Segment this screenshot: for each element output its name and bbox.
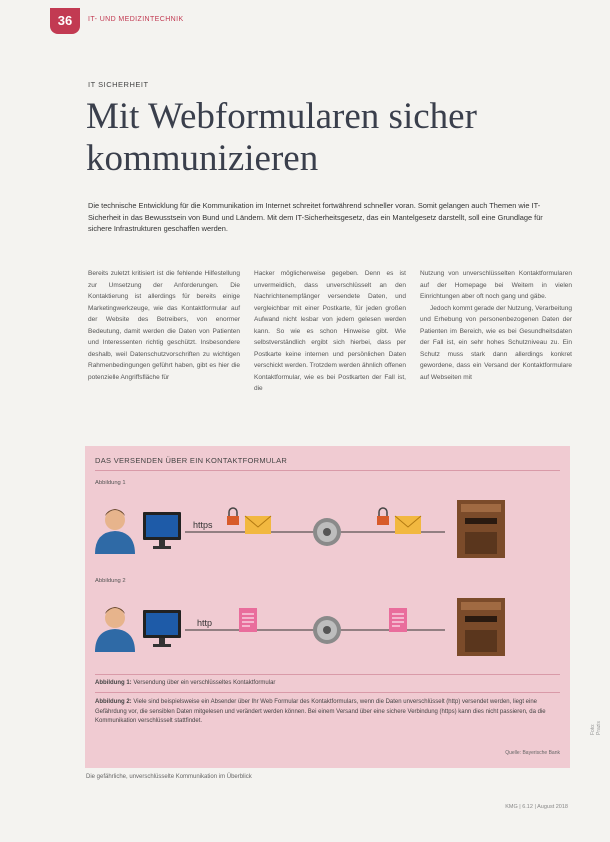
figure-2-label: Abbildung 2 — [95, 578, 126, 584]
document-icon — [239, 608, 257, 632]
body-text-2: Hacker möglicherweise gegeben. Denn es ist unvermeidlich, dass unverschlüsselt an den Nachrichtenempfänger versendete Daten, und vergleichbar mit einer Postkarte, für jeden großen Aufwand nicht lesbar von jedem gelesen werden kann. So wie es schon Hinweise gibt. Wie selbstverständlich ergibt sich hierbei, dass per Postkarte keine internen und persönlichen Daten verschickt werden. Trotzdem werden ähnlich offenen Kontaktformular, wie es bei Postkarten der Fall ist, die — [254, 270, 406, 392]
envelope-icon — [245, 516, 271, 534]
caption-1-label: Abbildung 1: — [95, 680, 132, 686]
server-gear-icon — [313, 616, 341, 644]
body-column-1 — [88, 268, 240, 418]
article-title: Mit Webformularen sicher kommunizieren — [86, 96, 477, 179]
figure-source: Quelle: Bayerische Bank — [505, 750, 560, 756]
body-text-3a: Nutzung von unverschlüsselten Kontaktformularen auf der Homepage bei Weitem in vielen Einrichtungen aber oft noch gang und gäbe. — [420, 270, 572, 300]
document-icon — [389, 608, 407, 632]
page-number-badge: 36 — [50, 8, 80, 34]
body-column-3 — [420, 268, 572, 418]
body-text-3b: Jedoch kommt gerade der Nutzung, Verarbeitung und Erhebung von personenbezogenen Daten der Patienten im Bereich, wie es bei Gesundheitsdaten der Fall ist, ein sehr hohes Schutzniveau zu. Ein Schutz muss stark dann allerdings konkret gewordene, dass ein Versand der Kontaktformulare auf Webseiten mit — [420, 304, 573, 381]
lock-icon — [227, 508, 239, 525]
figure-rule-lower — [95, 692, 560, 693]
caption-1-text: Versendung über ein verschlüsseltes Kontaktformular — [131, 680, 276, 686]
figure-caption-1 — [95, 680, 560, 686]
figure-box — [85, 446, 570, 768]
article-kicker: IT SICHERHEIT — [88, 80, 149, 89]
protocol-label-https: https — [193, 520, 213, 530]
figure-rule-middle — [95, 674, 560, 675]
figure-1-label: Abbildung 1 — [95, 480, 126, 486]
user-icon — [95, 607, 135, 652]
figure-2 — [85, 582, 570, 672]
mailbox-icon — [457, 598, 505, 656]
figure-title: DAS VERSENDEN ÜBER EIN KONTAKTFORMULAR — [95, 456, 288, 465]
caption-2-text: Viele sind beispielsweise ein Absender über Ihr Web Formular des Kontaktformulars, wenn die Daten unverschlüsselt (http) versendet werden, liegt eine Gefährdung vor, die sensiblen Daten mitgelesen und verändert werden können. Bei einem Versand über eine sichere Verbindung (https) kann dies nicht passieren, da die Kommunikation verschlüsselt stattfindet. — [95, 699, 546, 725]
envelope-icon — [395, 516, 421, 534]
body-text-1: Bereits zuletzt kritisiert ist die fehlende Hilfestellung zur Umsetzung der Anforderungen. Die Kontaktierung ist allerdings für bereits einige Marketingwerkzeuge, wie das Kontaktformular auf der Website des Betreibers, von enormer Bedeutung, damit werden die Daten von Patienten und Interessenten richtig geschützt. Insbesondere deshalb, weil Datenschutzvorschriften zu wichtigen Rahmenbedingungen geführt haben, gibt es hier die potenzielle Angriffsfläche für — [88, 270, 240, 381]
section-label: IT- UND MEDIZINTECHNIK — [88, 16, 184, 23]
figure-caption-2 — [95, 698, 560, 727]
mailbox-icon — [457, 500, 505, 558]
protocol-label-http: http — [197, 618, 213, 628]
monitor-icon — [143, 512, 181, 549]
figure-1 — [85, 484, 570, 574]
page-footer: KMG | 6.12 | August 2018 — [505, 804, 568, 810]
figure-1-diagram — [85, 484, 570, 574]
body-columns — [88, 268, 572, 418]
lock-icon — [377, 508, 389, 525]
figure-rule-top — [95, 470, 560, 471]
figure-2-diagram — [85, 582, 570, 672]
side-credit: Foto: Prazis — [590, 721, 602, 735]
footnote: Die gefährliche, unverschlüsselte Kommunikation im Überblick — [86, 774, 252, 780]
article-lead: Die technische Entwicklung für die Kommunikation im Internet schreitet fortwährend schneller voran. Somit gelangen auch Themen wie IT-Sicherheit in das Bewusstsein von Bund und Ländern. Mit dem IT-Sicherheitsgesetz, das ein Mantelgesetz darstellt, soll eine Grundlage für sichere Infrastrukturen geschaffen werden. — [88, 201, 543, 233]
body-column-2 — [254, 268, 406, 418]
monitor-icon — [143, 610, 181, 647]
user-icon — [95, 509, 135, 554]
server-gear-icon — [313, 518, 341, 546]
caption-2-label: Abbildung 2: — [95, 699, 132, 705]
